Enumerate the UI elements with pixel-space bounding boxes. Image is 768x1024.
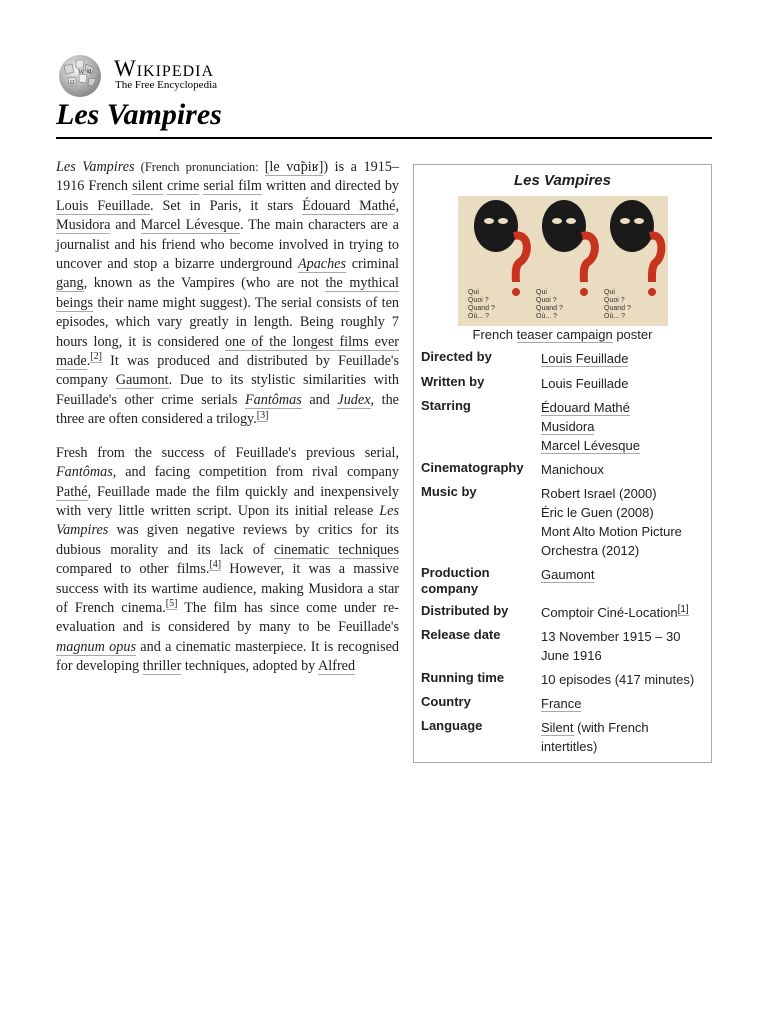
row-label: Country xyxy=(421,694,471,709)
link-fantomas[interactable] xyxy=(245,392,302,409)
poster-text: Quoi ? xyxy=(468,297,489,304)
link-france[interactable]: France xyxy=(541,696,582,711)
link-musidora[interactable]: Musidora xyxy=(56,217,111,234)
title-italic: Les Vampires xyxy=(56,159,135,175)
wikipedia-globe-icon xyxy=(56,54,104,98)
text: , and facing competition from rival company xyxy=(112,464,399,481)
poster-text: Où... ? xyxy=(536,313,558,320)
page-title: Les Vampires xyxy=(56,98,222,131)
text: ) is a 1915–1916 French xyxy=(56,159,399,195)
row-value: 10 episodes (417 minutes) xyxy=(541,672,695,687)
text: , known as the Vampires (who are not xyxy=(83,275,326,292)
reference-5[interactable] xyxy=(166,598,178,610)
link-edouard-mathe[interactable]: Édouard Mathé xyxy=(302,197,396,214)
poster-text: Qui xyxy=(604,289,615,296)
distributor: Comptoir Ciné-Location xyxy=(541,605,678,620)
article-body xyxy=(56,158,399,691)
fantomas-italic: Fantômas xyxy=(56,464,113,481)
poster-text: Qui xyxy=(536,289,547,296)
link-louis-feuillade[interactable]: Louis Feuillade xyxy=(541,351,629,366)
release-date-line: June 1916 xyxy=(541,648,602,663)
svg-text:W: W xyxy=(78,68,85,76)
link-marcel-levesque[interactable]: Marcel Lévesque xyxy=(140,217,240,234)
link-gang[interactable]: gang xyxy=(56,275,84,292)
language-note: intertitles) xyxy=(541,739,598,754)
text: compared to other films. xyxy=(56,561,210,578)
music-credit: Éric le Guen (2008) xyxy=(541,505,654,520)
title-divider xyxy=(56,137,712,139)
text: , the three are often considered a trilogy. xyxy=(56,391,399,428)
link-gaumont[interactable]: Gaumont xyxy=(115,372,169,389)
apaches-italic: Apaches xyxy=(297,256,347,273)
poster-text: Où... ? xyxy=(604,313,626,320)
link-gaumont[interactable]: Gaumont xyxy=(541,567,595,582)
fantomas-italic: Fantômas xyxy=(244,391,302,408)
link-louis-feuillade[interactable]: Louis Feuillade xyxy=(56,197,151,214)
text: written and directed by xyxy=(261,178,400,195)
paragraph-2 xyxy=(56,444,399,677)
link-magnum-opus[interactable] xyxy=(56,639,136,656)
caption-text: French xyxy=(472,327,517,342)
link-cinematic-techniques[interactable]: cinematic techniques xyxy=(273,541,399,558)
row-label: Starring xyxy=(421,398,471,413)
link-edouard-mathe[interactable]: Édouard Mathé xyxy=(541,400,630,415)
text: . Set in Paris, it stars xyxy=(150,197,303,214)
reference-1[interactable] xyxy=(678,604,689,616)
link-crime[interactable]: crime xyxy=(166,178,200,195)
link-longest-films[interactable]: one of the longest films ever made xyxy=(56,333,399,370)
link-judex[interactable] xyxy=(337,392,370,409)
row-value: Louis Feuillade xyxy=(541,376,629,391)
row-label: Production company xyxy=(421,565,490,596)
poster-text: Quoi ? xyxy=(536,297,557,304)
title-italic: Les Vampires xyxy=(56,502,399,539)
row-value xyxy=(541,349,706,368)
link-silent[interactable]: Silent xyxy=(541,720,574,735)
ref-link[interactable]: [3] xyxy=(256,409,269,421)
tagline: The Free Encyclopedia xyxy=(115,79,218,91)
poster-image[interactable] xyxy=(458,196,668,326)
text: and a cinematic masterpiece. It is recognised for developing xyxy=(56,638,399,675)
poster-text: Où... ? xyxy=(468,313,490,320)
row-label: Directed by xyxy=(421,349,492,364)
text: . The main characters are a journalist and his friend who become involved in trying to uncover and stop a bizarre underground xyxy=(56,217,399,273)
text: and xyxy=(301,391,338,408)
wikipedia-logo[interactable] xyxy=(56,54,256,98)
text: (French pronunciation: xyxy=(134,160,265,174)
infobox-title: Les Vampires xyxy=(514,172,611,189)
poster-caption xyxy=(414,327,711,342)
row-label: Release date xyxy=(421,627,501,642)
row-value xyxy=(541,694,706,713)
judex-italic: Judex xyxy=(337,391,371,408)
link-musidora[interactable]: Musidora xyxy=(541,419,595,434)
text: techniques, adopted by xyxy=(181,658,319,675)
link-alfred[interactable]: Alfred xyxy=(318,658,356,675)
reference-2[interactable] xyxy=(90,351,102,363)
link-silent[interactable]: silent xyxy=(132,178,163,195)
link-thriller[interactable]: thriller xyxy=(142,658,182,675)
ref-link[interactable]: [5] xyxy=(165,598,178,610)
text: criminal xyxy=(346,256,399,273)
ref-link[interactable]: [4] xyxy=(209,559,222,571)
link-apaches[interactable] xyxy=(298,256,346,273)
reference-4[interactable] xyxy=(209,559,221,571)
magnum-opus-italic: magnum opus xyxy=(56,638,136,655)
text: The film has since come under re-evaluation and is considered by many to be Feuillade's xyxy=(56,599,399,636)
text: , Feuillade made the film quickly and inexpensively with very little written script. Upon its initial release xyxy=(56,483,399,519)
row-label: Running time xyxy=(421,670,505,685)
row-label: Language xyxy=(421,718,483,733)
row-value xyxy=(541,718,706,756)
ref-link[interactable]: [2] xyxy=(90,351,102,363)
link-mythical-beings[interactable]: the mythical beings xyxy=(56,275,399,311)
caption-text: poster xyxy=(612,327,653,342)
link-serial-film[interactable]: serial film xyxy=(203,178,262,195)
language-note: (with French xyxy=(573,720,649,735)
row-value xyxy=(541,484,706,560)
wordmark: Wikipedia xyxy=(114,56,215,81)
svg-text:И: И xyxy=(87,69,92,75)
ipa-link[interactable]: [le vɑ̃piʁ] xyxy=(264,159,324,175)
row-value: Manichoux xyxy=(541,462,604,477)
link-pathe[interactable]: Pathé xyxy=(56,483,88,500)
row-value xyxy=(541,398,706,455)
svg-text:Ω: Ω xyxy=(70,80,75,86)
row-label: Written by xyxy=(421,374,485,389)
paragraph-1 xyxy=(56,158,399,430)
text: their name might suggest). The serial consists of ten episodes, which vary greatly in length. Being roughly 7 hours long, it is considered xyxy=(56,294,399,350)
poster-text: Quand ? xyxy=(604,305,631,312)
text: . Due to its stylistic similarities with Feuillade's other crime serials xyxy=(56,372,399,408)
music-credit: Mont Alto Motion Picture xyxy=(541,524,682,539)
poster-text: Quand ? xyxy=(536,305,563,312)
row-label: Music by xyxy=(421,484,477,499)
text: However, it was a massive success with its wartime audience, making Musidora a star of French cinema. xyxy=(56,561,399,616)
release-date-line: 13 November 1915 – 30 xyxy=(541,629,681,644)
text: . xyxy=(86,353,91,370)
infobox xyxy=(413,164,712,763)
poster-text: Qui xyxy=(468,289,479,296)
poster-text: Quoi ? xyxy=(604,297,625,304)
row-value xyxy=(541,627,706,665)
reference-3[interactable] xyxy=(257,410,269,422)
row-label: Cinematography xyxy=(421,460,524,475)
music-credit: Orchestra (2012) xyxy=(541,543,640,558)
link-marcel-levesque[interactable]: Marcel Lévesque xyxy=(541,438,640,453)
text: and xyxy=(110,217,141,234)
link-teaser-campaign[interactable]: teaser campaign xyxy=(516,327,613,342)
row-label: Distributed by xyxy=(421,603,509,618)
text: , xyxy=(395,197,399,214)
row-value xyxy=(541,565,706,584)
ref-link[interactable]: [1] xyxy=(677,603,689,615)
text: Fresh from the success of Feuillade's previous serial, xyxy=(56,444,399,461)
poster-text: Quand ? xyxy=(468,305,495,312)
row-value xyxy=(541,603,706,622)
music-credit: Robert Israel (2000) xyxy=(541,486,657,501)
text: It was produced and distributed by Feuillade's company xyxy=(56,353,399,389)
text: was given negative reviews by critics for its dubious morality and its lack of xyxy=(56,522,399,558)
